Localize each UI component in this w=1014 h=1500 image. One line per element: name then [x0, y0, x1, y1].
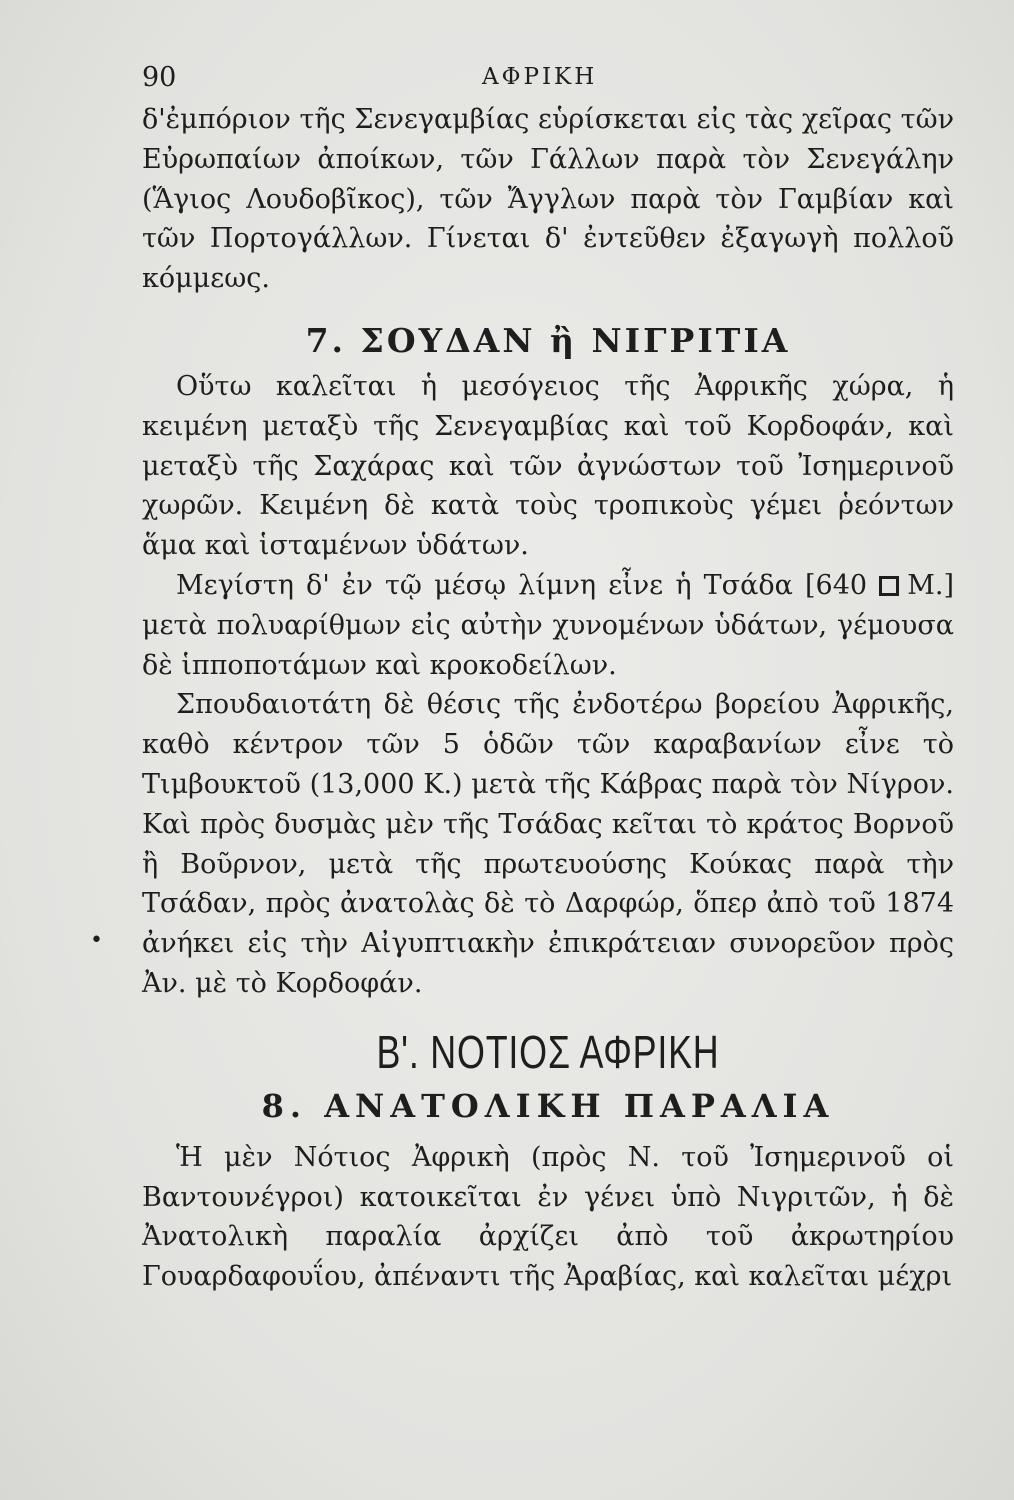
part-b-heading: Β'. ΝΟΤΙΟΣ ΑΦΡΙΚΗ	[376, 1025, 720, 1078]
section-8-heading: 8. ΑΝΑΤΟΛΙΚΗ ΠΑΡΑΛΙΑ	[261, 1086, 835, 1125]
section-7-heading: 7. ΣΟΥΔΑΝ ἢ ΝΙΓΡΙΤΙΑ	[305, 320, 791, 360]
section-8-paragraph-1: Ἡ μὲν Νότιος Ἀφρικὴ (πρὸς Ν. τοῦ Ἰσημερινοῦ οἱ Βαντουνέγροι) κατοικεῖται ἐν γένει ὑπὸ Νιγριτῶν, ἡ δὲ Ἀνατολικὴ παραλία ἀρχίζει ἀπὸ τοῦ ἀκρωτηρίου Γουαρδαφουΐου, ἀπέναντι τῆς Ἀραβίας, καὶ καλεῖται μέχρι	[142, 1141, 954, 1293]
running-title: ΑΦΡΙΚΗ	[482, 64, 598, 90]
page-number: 90	[142, 62, 177, 93]
section-7-paragraph-3: Σπουδαιοτάτη δὲ θέσις τῆς ἐνδοτέρω βορείου Ἀφρικῆς, καθὸ κέντρον τῶν 5 ὁδῶν τῶν καραβανίων εἶνε τὸ Τιμβουκτοῦ (13,000 Κ.) μετὰ τῆς Κάβρας παρὰ τὸν Νίγρον. Καὶ πρὸς δυσμὰς μὲν τῆς Τσάδας κεῖται τὸ κράτος Βορνοῦ ἢ Βοῦρνον, μετὰ τῆς πρωτευούσης Κούκας παρὰ τὴν Τσάδαν, πρὸς ἀνατολὰς δὲ τὸ Δαρφώρ, ὅπερ ἀπὸ τοῦ 1874 ἀνήκει εἰς τὴν Αἰγυπτιακὴν ἐπικράτειαν συνορεῦον πρὸς Ἀν. μὲ τὸ Κορδοφάν.	[142, 689, 954, 999]
section-7-paragraph-1: Οὕτω καλεῖται ἡ μεσόγειος τῆς Ἀφρικῆς χώρα, ἡ κειμένη μεταξὺ τῆς Σενεγαμβίας καὶ τοῦ Κορδοφάν, καὶ μεταξὺ τῆς Σαχάρας καὶ τῶν ἀγνώστων τοῦ Ἰσημερινοῦ χωρῶν. Κειμένη δὲ κατὰ τοὺς τροπικοὺς γέμει ῥεόντων ἅμα καὶ ἱσταμένων ὑδάτων.	[142, 370, 954, 562]
margin-mark: •	[90, 928, 103, 953]
section-7-paragraph-2	[142, 566, 954, 685]
page-body	[142, 100, 954, 1297]
square-icon	[879, 576, 899, 596]
running-header	[142, 62, 942, 98]
paragraph-2-end: Μ.] μετὰ πολυαρίθμων εἰς αὐτὴν χυνομένων ὑδάτων, γέμουσα δὲ ἱπποποτάμων καὶ κροκοδείλων.	[142, 569, 954, 681]
paragraph-2-start: Μεγίστη δ' ἐν τῷ μέσῳ λίμνη εἶνε ἡ Τσάδα [640	[176, 569, 868, 601]
intro-paragraph: δ'ἐμπόριον τῆς Σενεγαμβίας εὑρίσκεται εἰς τὰς χεῖρας τῶν Εὐρωπαίων ἀποίκων, τῶν Γάλλων παρὰ τὸν Σενεγάλην (Ἅγιος Λουδοβῖκος), τῶν Ἄγγλων παρὰ τὸν Γαμβίαν καὶ τῶν Πορτογάλλων. Γίνεται δ' ἐντεῦθεν ἐξαγωγὴ πολλοῦ κόμμεως.	[142, 104, 954, 295]
